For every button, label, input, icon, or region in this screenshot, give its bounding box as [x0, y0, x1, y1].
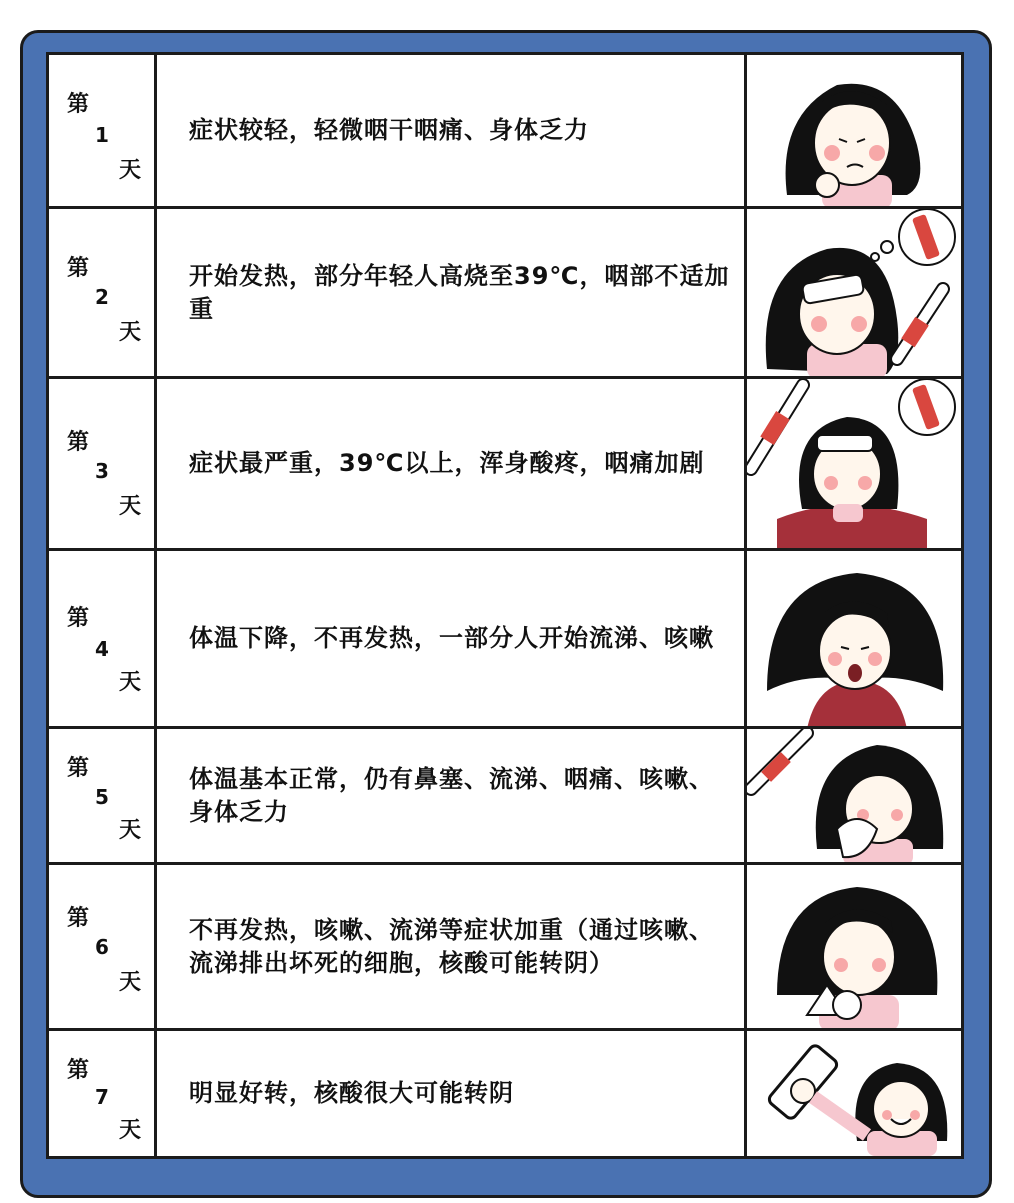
- symptom-text: 症状较轻，轻微咽干咽痛、身体乏力: [189, 116, 589, 144]
- symptom-cell: [157, 379, 747, 548]
- symptom-text: 症状最严重，39℃以上，浑身酸疼，咽痛加剧: [189, 449, 705, 477]
- table-row: [49, 209, 961, 379]
- day-number: 4: [95, 637, 109, 661]
- table-row: [49, 729, 961, 865]
- day-suffix: 天: [119, 818, 142, 843]
- sore-throat-girl-icon: [747, 55, 961, 206]
- illustration-cell: [747, 209, 961, 376]
- day-number: 7: [95, 1085, 109, 1109]
- day-suffix: 天: [119, 670, 142, 695]
- table-row: [49, 1031, 961, 1156]
- illustration-cell: [747, 1031, 961, 1156]
- day-label: [49, 729, 157, 862]
- day-label: [49, 379, 157, 548]
- day-suffix: 天: [119, 320, 142, 345]
- happy-girl-test-kit-icon: [747, 1031, 961, 1156]
- feverish-girl-thermometer-icon: [747, 209, 961, 376]
- day-number: 6: [95, 935, 109, 959]
- day-prefix: 第: [67, 1058, 90, 1083]
- day-label: [49, 55, 157, 206]
- symptom-text: 明显好转，核酸很大可能转阴: [189, 1079, 514, 1107]
- symptom-cell: [157, 209, 747, 376]
- symptom-text: 体温下降，不再发热，一部分人开始流涕、咳嗽: [189, 624, 714, 652]
- day-prefix: 第: [67, 92, 90, 117]
- illustration-cell: [747, 379, 961, 548]
- day-suffix: 天: [119, 494, 142, 519]
- symptom-cell: [157, 865, 747, 1028]
- symptom-text: 体温基本正常，仍有鼻塞、流涕、咽痛、咳嗽、身体乏力: [189, 764, 714, 826]
- day-suffix: 天: [119, 1118, 142, 1143]
- day-number: 3: [95, 459, 109, 483]
- table-row: [49, 379, 961, 551]
- day-suffix: 天: [119, 158, 142, 183]
- sick-girl-high-fever-icon: [747, 379, 961, 548]
- day-number: 5: [95, 785, 109, 809]
- day-label: [49, 209, 157, 376]
- illustration-cell: [747, 55, 961, 206]
- day-number: 1: [95, 123, 109, 147]
- day-label: [49, 865, 157, 1028]
- day-prefix: 第: [67, 256, 90, 281]
- day-label: [49, 1031, 157, 1156]
- runny-nose-girl-icon: [747, 551, 961, 726]
- day-suffix: 天: [119, 970, 142, 995]
- day-prefix: 第: [67, 756, 90, 781]
- table-row: [49, 865, 961, 1031]
- girl-with-tissue-icon: [747, 729, 961, 862]
- symptom-text: 开始发热，部分年轻人高烧至39℃，咽部不适加重: [189, 261, 730, 323]
- table-row: [49, 551, 961, 729]
- illustration-cell: [747, 729, 961, 862]
- symptom-cell: [157, 1031, 747, 1156]
- day-number: 2: [95, 285, 109, 309]
- illustration-cell: [747, 551, 961, 726]
- symptom-cell: [157, 729, 747, 862]
- coughing-girl-icon: [747, 865, 961, 1028]
- symptom-table: [46, 52, 964, 1159]
- day-prefix: 第: [67, 606, 90, 631]
- day-prefix: 第: [67, 430, 90, 455]
- table-row: [49, 55, 961, 209]
- illustration-cell: [747, 865, 961, 1028]
- day-prefix: 第: [67, 906, 90, 931]
- day-label: [49, 551, 157, 726]
- symptom-cell: [157, 551, 747, 726]
- symptom-cell: [157, 55, 747, 206]
- symptom-text: 不再发热，咳嗽、流涕等症状加重（通过咳嗽、流涕排出坏死的细胞，核酸可能转阴）: [189, 915, 714, 977]
